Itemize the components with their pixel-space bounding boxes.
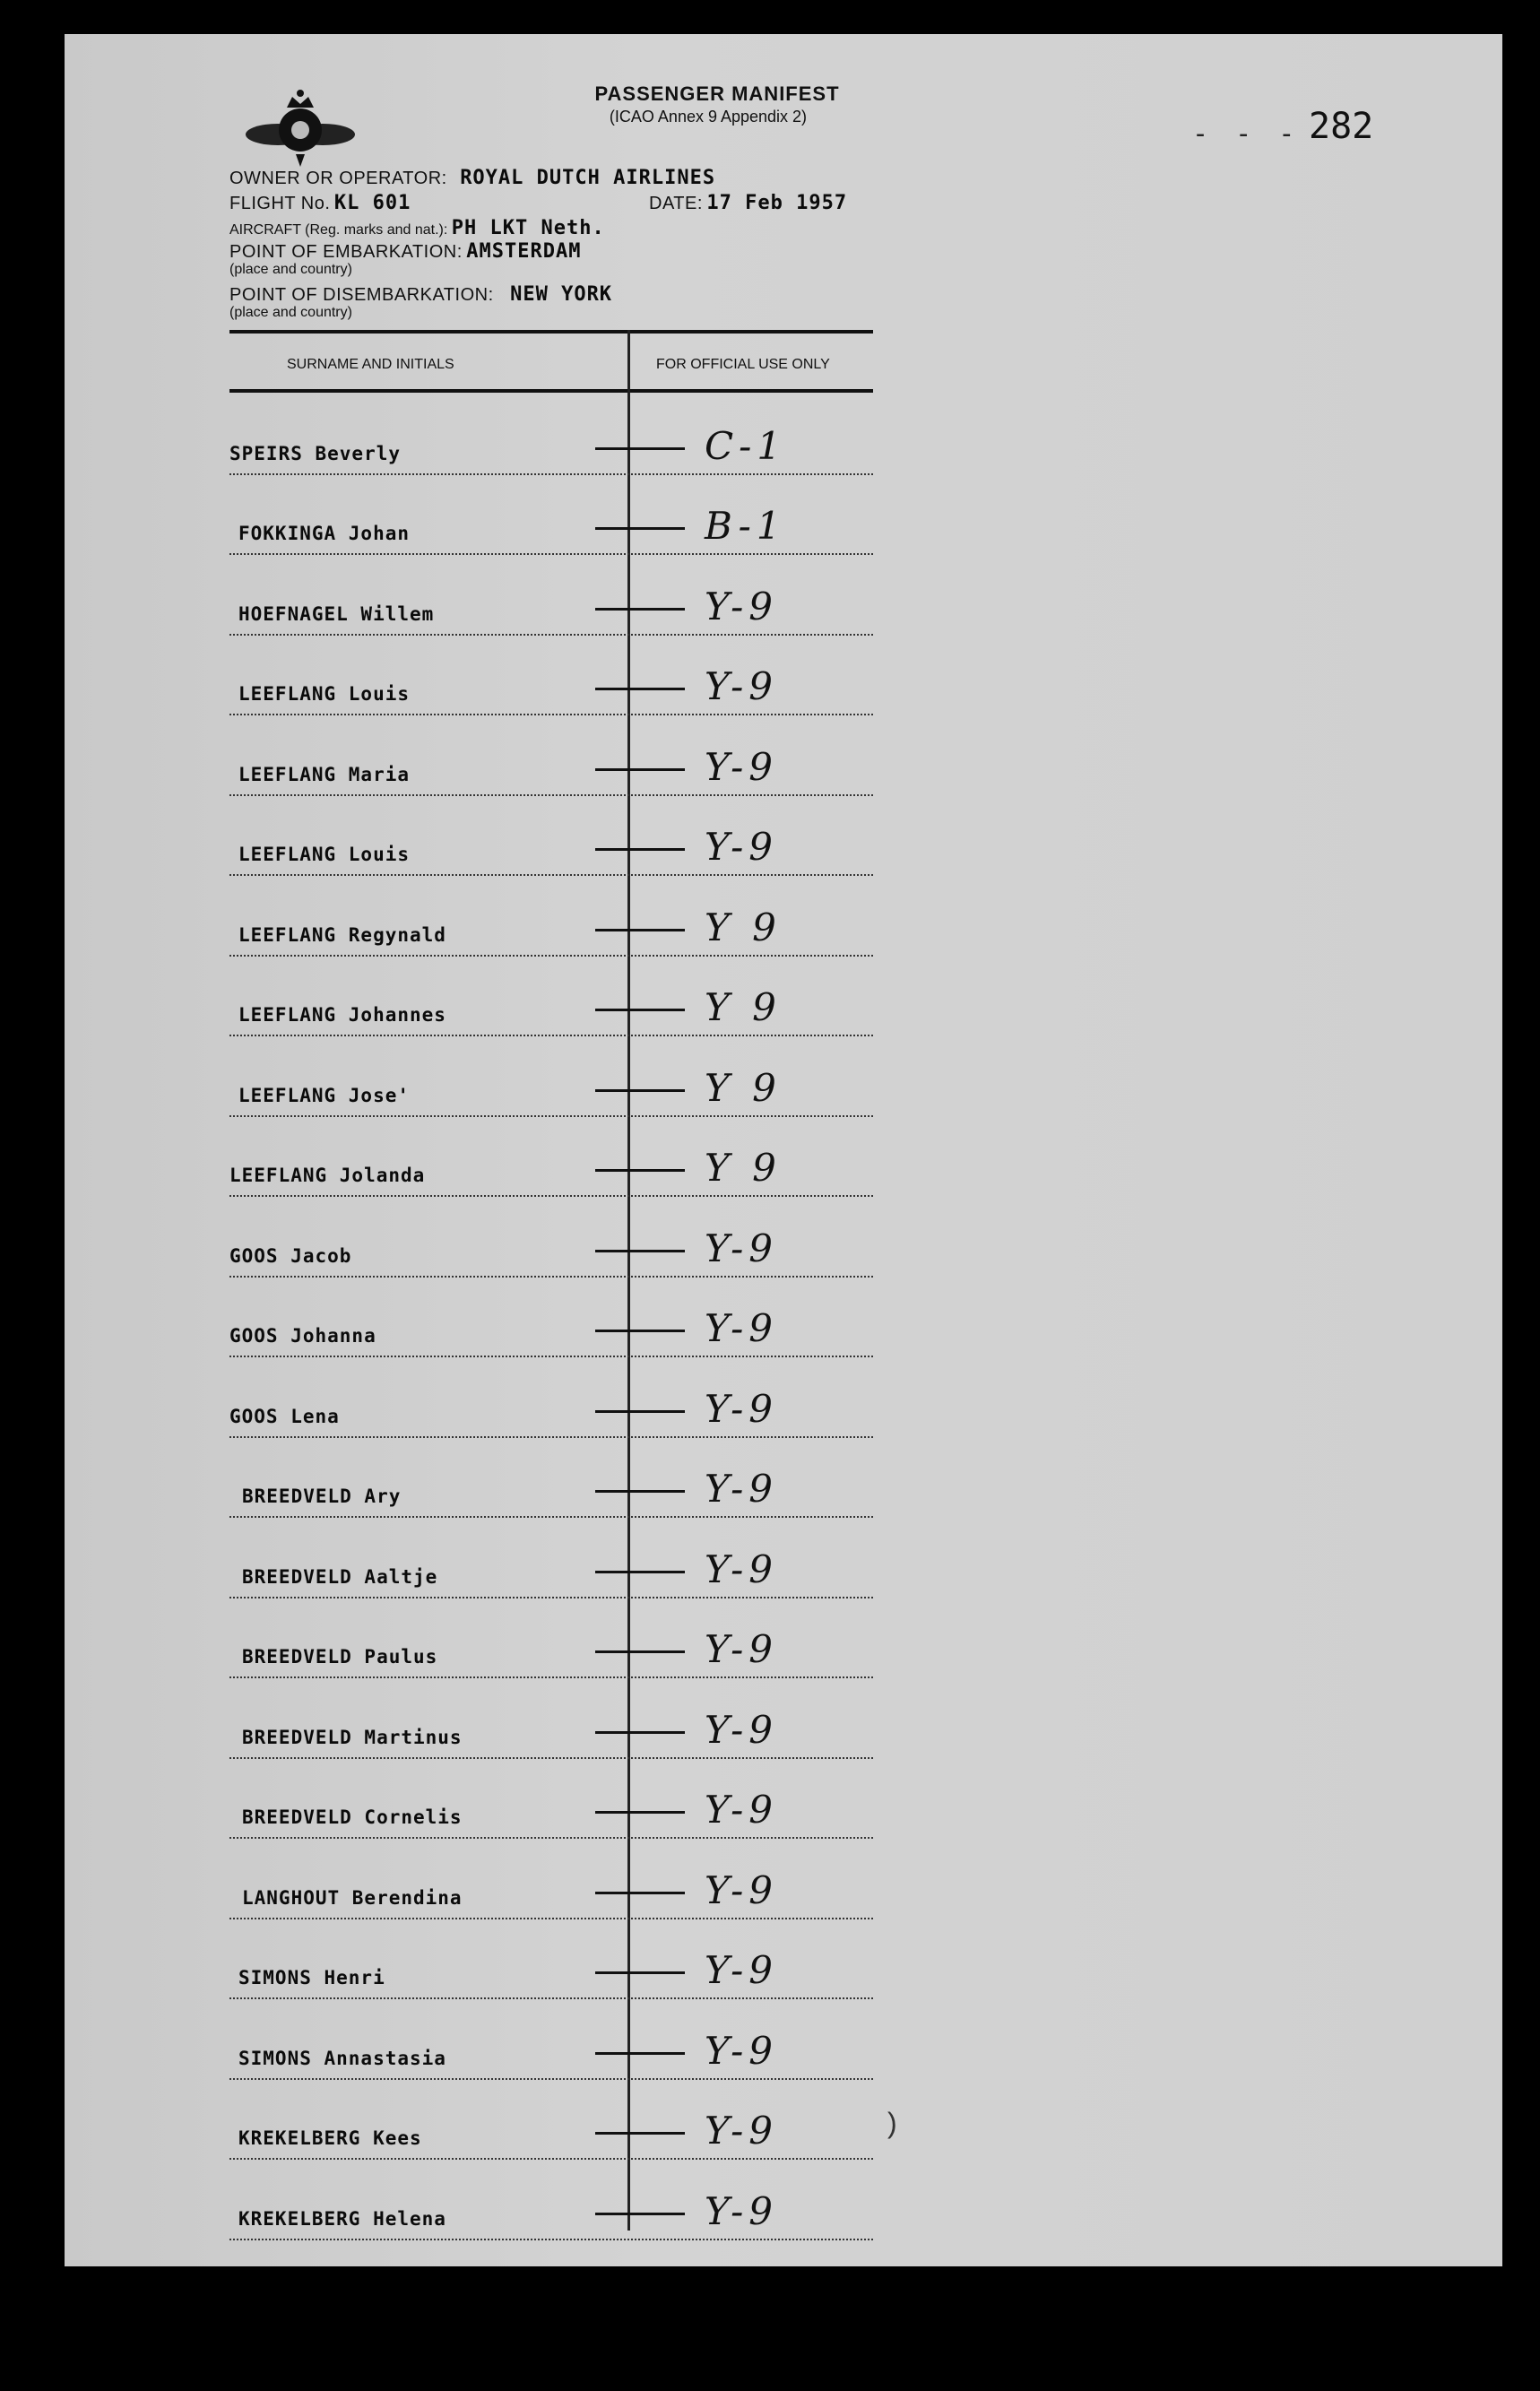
official-use-code: Y-9 [705, 1467, 779, 1511]
column-header-official: FOR OFFICIAL USE ONLY [656, 357, 830, 372]
date-value: 17 Feb 1957 [706, 192, 848, 214]
handwritten-dash [595, 2132, 685, 2135]
passenger-row [229, 1357, 873, 1438]
passenger-row [229, 2080, 873, 2161]
klm-crown-logo-icon [242, 81, 359, 179]
passenger-name: BREEDVELD Martinus [242, 1726, 463, 1748]
owner-row [229, 167, 715, 189]
passenger-row [229, 1518, 873, 1598]
passenger-name: BREEDVELD Cornelis [242, 1806, 463, 1828]
disembark-label: POINT OF DISEMBARKATION: [229, 285, 494, 305]
margin-mark: ) [887, 2107, 897, 2139]
form-title: PASSENGER MANIFEST [594, 82, 840, 105]
embark-label: POINT OF EMBARKATION: [229, 242, 463, 262]
passenger-row [229, 1759, 873, 1840]
passenger-name: BREEDVELD Aaltje [242, 1565, 438, 1588]
passenger-row [229, 636, 873, 716]
passenger-row [229, 1036, 873, 1117]
official-use-code: C-1 [705, 423, 787, 468]
handwritten-dash [595, 929, 685, 931]
handwritten-dash [595, 1811, 685, 1814]
passenger-name: KREKELBERG Helena [238, 2207, 446, 2230]
official-use-code: Y-9 [705, 2109, 779, 2153]
form-subtitle: (ICAO Annex 9 Appendix 2) [609, 108, 808, 126]
aircraft-label: AIRCRAFT (Reg. marks and nat.): [229, 222, 448, 238]
handwritten-dash [595, 1571, 685, 1573]
official-use-code: Y-9 [705, 1788, 779, 1832]
handwritten-dash [595, 2052, 685, 2055]
owner-value: ROYAL DUTCH AIRLINES [460, 167, 716, 189]
passenger-row [229, 2160, 873, 2240]
passenger-row [229, 1197, 873, 1278]
official-use-code: Y 9 [705, 1065, 782, 1110]
official-use-code: Y 9 [705, 985, 782, 1029]
passenger-name: HOEFNAGEL Willem [238, 602, 435, 625]
official-use-code: Y-9 [705, 1948, 779, 1992]
handwritten-dash [595, 1330, 685, 1332]
passenger-row [229, 555, 873, 636]
handwritten-dash [595, 848, 685, 851]
official-use-code: B-1 [705, 504, 786, 548]
owner-label: OWNER OR OPERATOR: [229, 169, 447, 188]
passenger-name: LEEFLANG Regynald [238, 923, 446, 946]
disembark-row [229, 283, 612, 306]
passenger-name: GOOS Johanna [229, 1325, 376, 1347]
passenger-list [229, 394, 873, 2240]
passenger-name: SIMONS Henri [238, 1967, 385, 1988]
passenger-row [229, 1919, 873, 2000]
handwritten-dash [595, 688, 685, 690]
handwritten-dash [595, 1250, 685, 1252]
page-dashes: - - - [1192, 118, 1301, 150]
date-row [649, 192, 847, 214]
passenger-row [229, 1598, 873, 1679]
handwritten-dash [595, 1650, 685, 1653]
official-use-code: Y-9 [705, 2188, 779, 2233]
passenger-name: BREEDVELD Ary [242, 1486, 402, 1507]
passenger-row [229, 1278, 873, 1358]
official-use-code: Y-9 [705, 1867, 779, 1912]
handwritten-dash [595, 527, 685, 530]
official-use-code: Y-9 [705, 744, 779, 789]
handwritten-dash [595, 1089, 685, 1092]
official-use-code: Y-9 [705, 584, 779, 628]
handwritten-dash [595, 2213, 685, 2215]
disembark-value: NEW YORK [510, 283, 613, 306]
handwritten-dash [595, 1892, 685, 1894]
passenger-name: LEEFLANG Louis [238, 683, 411, 705]
passenger-row [229, 1117, 873, 1198]
column-header-surname: SURNAME AND INITIALS [287, 357, 454, 372]
passenger-name: LEEFLANG Louis [238, 844, 411, 865]
official-use-code: Y-9 [705, 1226, 779, 1270]
official-use-code: Y-9 [705, 825, 779, 869]
official-use-code: Y-9 [705, 664, 779, 708]
embark-row [229, 240, 581, 263]
header-rule-bottom [229, 389, 873, 393]
page-number: 282 [1309, 106, 1374, 147]
passenger-name: KREKELBERG Kees [238, 2127, 422, 2149]
passenger-row [229, 1438, 873, 1519]
passenger-name: LANGHOUT Berendina [242, 1886, 463, 1909]
handwritten-dash [595, 1490, 685, 1493]
handwritten-dash [595, 768, 685, 771]
flight-row [229, 192, 411, 214]
passenger-row [229, 876, 873, 957]
official-use-code: Y-9 [705, 1627, 779, 1671]
embark-value: AMSTERDAM [466, 240, 582, 263]
passenger-row [229, 475, 873, 556]
passenger-name: SPEIRS Beverly [229, 442, 402, 464]
header-rule-top [229, 330, 873, 334]
official-use-code: Y 9 [705, 905, 782, 949]
handwritten-dash [595, 1971, 685, 1974]
official-use-code: Y-9 [705, 1306, 779, 1350]
passenger-name: GOOS Jacob [229, 1244, 352, 1267]
passenger-row [229, 1999, 873, 2080]
passenger-name: FOKKINGA Johan [238, 523, 411, 544]
handwritten-dash [595, 1169, 685, 1172]
passenger-row [229, 1678, 873, 1759]
date-label: DATE: [649, 194, 703, 213]
passenger-name: LEEFLANG Johannes [238, 1004, 446, 1026]
official-use-code: Y-9 [705, 1707, 779, 1752]
passenger-name: LEEFLANG Maria [238, 763, 411, 785]
official-use-code: Y-9 [705, 1386, 779, 1431]
aircraft-row [229, 217, 605, 239]
passenger-name: LEEFLANG Jose' [238, 1084, 411, 1106]
passenger-name: LEEFLANG Jolanda [229, 1165, 426, 1186]
passenger-name: SIMONS Annastasia [238, 2047, 446, 2069]
passenger-row [229, 1839, 873, 1919]
handwritten-dash [595, 608, 685, 611]
handwritten-dash [595, 1009, 685, 1011]
passenger-row [229, 957, 873, 1037]
flight-label: FLIGHT No. [229, 194, 331, 213]
passenger-row [229, 715, 873, 796]
official-use-code: Y-9 [705, 2028, 779, 2073]
official-use-code: Y-9 [705, 1546, 779, 1591]
passenger-name: BREEDVELD Paulus [242, 1646, 438, 1668]
handwritten-dash [595, 1731, 685, 1734]
handwritten-dash [595, 447, 685, 450]
passenger-row [229, 796, 873, 877]
embark-sub: (place and country) [229, 262, 352, 277]
passenger-name: GOOS Lena [229, 1405, 340, 1427]
disembark-sub: (place and country) [229, 305, 352, 320]
aircraft-value: PH LKT Neth. [451, 217, 605, 239]
handwritten-dash [595, 1410, 685, 1413]
official-use-code: Y 9 [705, 1146, 782, 1190]
passenger-row [229, 394, 873, 475]
flight-value: KL 601 [333, 192, 411, 214]
